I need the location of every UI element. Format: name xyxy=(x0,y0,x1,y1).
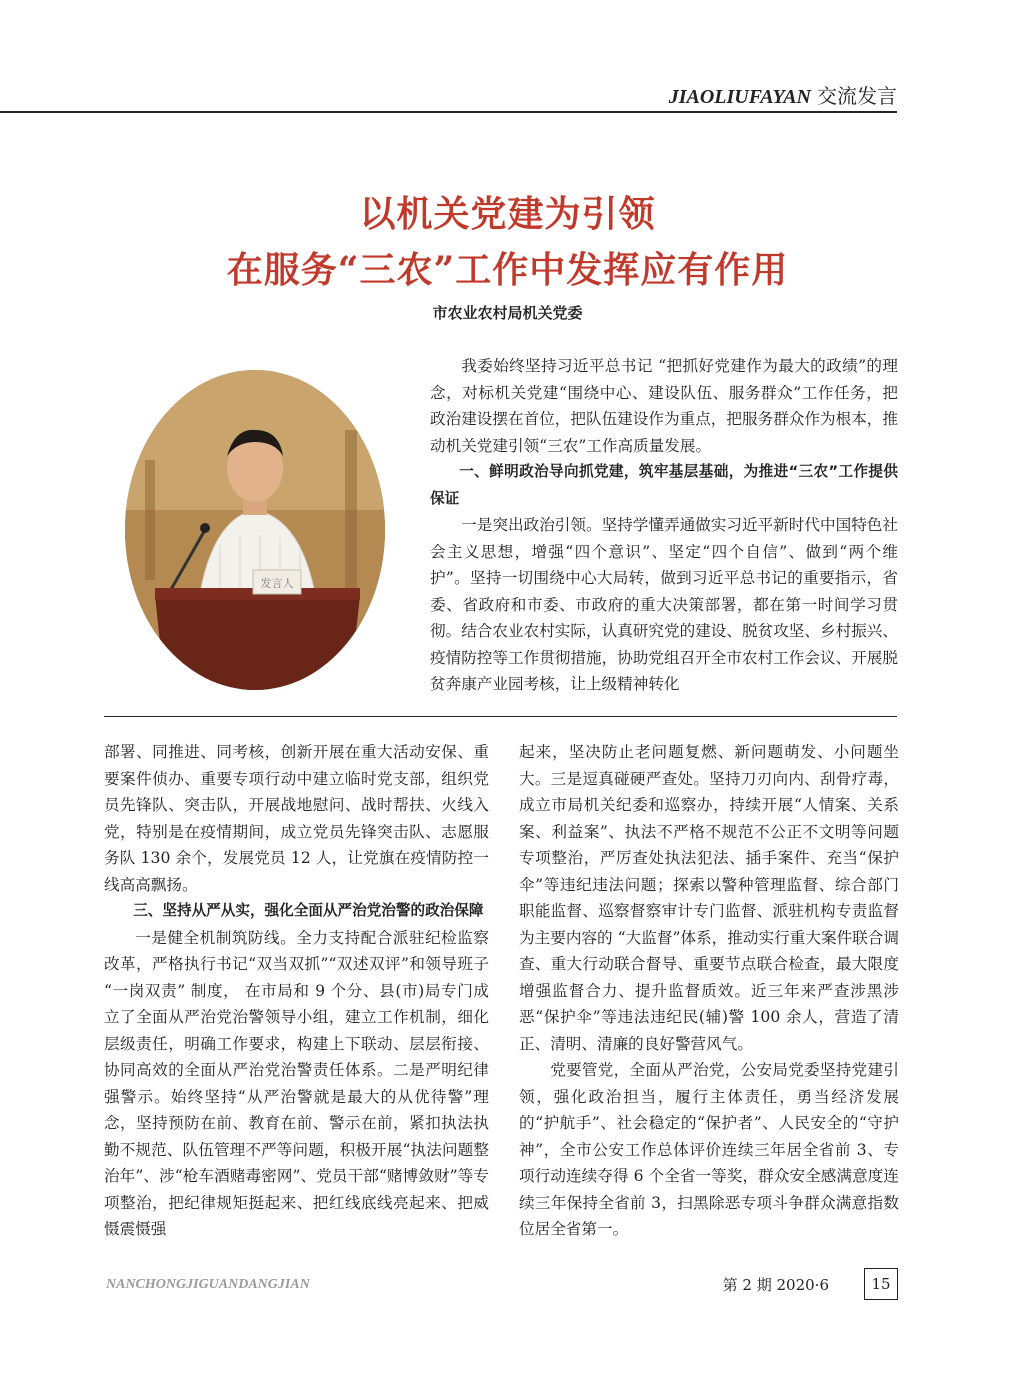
section-heading-1: 一、鲜明政治导向抓党建，筑牢基层基础，为推进“三农”工作提供保证 xyxy=(430,463,898,507)
section-label xyxy=(669,80,897,109)
nameplate-text: 发言人 xyxy=(260,577,294,590)
section-heading-3: 三、坚持从严从实，强化全面从严治党治警的政治保障 xyxy=(133,902,484,919)
journal-name: NANCHONGJIGUANDANGJIAN xyxy=(106,1277,310,1292)
issue-info: 第 2 期 2020·6 xyxy=(722,1276,829,1294)
article-byline: 市农业农村局机关党委 xyxy=(432,304,583,322)
right-column xyxy=(519,739,899,1243)
section-label-chinese: 交流发言 xyxy=(817,86,897,108)
speaker-illustration xyxy=(125,370,385,690)
intro-column xyxy=(430,353,898,698)
page-number: 15 xyxy=(864,1268,898,1300)
article-title-line1: 以机关党建为引领 xyxy=(359,193,656,235)
paragraph: 党要管党，全面从严治党，公安局党委坚持党建引领，强化政治担当，履行主体责任，勇当经济发展的“护航手”、社会稳定的“保护者”、人民安全的“守护神”，全市公安工作总体评价连续三年居全省前 3、专项行动连续夺得 6 个全省一等奖，群众安全感满意度连续三年保持全省前 3，扫黑除恶专项斗争群众满意指数位居全省第一。 xyxy=(519,1061,899,1238)
header-rule xyxy=(0,111,897,113)
section-label-latin: JIAOLIUFAYAN xyxy=(668,86,811,108)
speaker-photo xyxy=(125,370,385,690)
left-column xyxy=(104,739,489,1243)
paragraph-continued: 起来，坚决防止老问题复燃、新问题萌发、小问题坐大。三是逗真碰硬严查处。坚持刀刃向内、刮骨疗毒，成立市局机关纪委和巡察办，持续开展“人情案、关系案、利益案”、执法不严格不规范不公正不文明等问题专项整治，严厉查处执法犯法、插手案件、充当“保护伞”等违纪违法问题；探索以警种管理监督、综合部门职能监督、巡察督察审计专门监督、派驻机构专责监督为主要内容的 “大监督”体系，推动实行重大案件联合调查、重大行动联合督导、重要节点联合检查，最大限度增强监督合力、提升监督质效。近三年来严查涉黑涉恶“保护伞”等违法违纪民(辅)警 100 余人，营造了清正、清明、清廉的良好警营风气。 xyxy=(519,743,899,1053)
paragraph: 我委始终坚持习近平总书记 “把抓好党建作为最大的政绩”的理念，对标机关党建“围绕中心、建设队伍、服务群众”工作任务，把政治建设摆在首位，把队伍建设作为重点，把服务群众作为根本，推动机关党建引领“三农”工作高质量发展。 xyxy=(430,357,898,455)
section-divider xyxy=(104,716,897,717)
article-title-line2: 在服务“三农”工作中发挥应有作用 xyxy=(226,249,789,291)
paragraph: 一是健全机制筑防线。全力支持配合派驻纪检监察改革，严格执行书记“双当双抓”“双述双评”和领导班子 “一岗双责” 制度， 在市局和 9 个分、县(市)局专门成立了全面从严治党治警领导小组，建立工作机制，细化层级责任，明确工作要求，构建上下联动、层层衔接、协同高效的全面从严治党治警责任体系。二是严明纪律强警示。始终坚持“从严治警就是最大的从优待警”理念，坚持预防在前、教育在前、警示在前，紧扣执法执勤不规范、队伍管理不严等问题，积极开展“执法问题整治年”、涉“枪车酒赌毒密网”、党员干部“赌博敛财”等专项整治，把纪律规矩挺起来、把红线底线亮起来、把威慑震慑强 xyxy=(104,928,489,1238)
paragraph-continued: 部署、同推进、同考核，创新开展在重大活动安保、重要案件侦办、重要专项行动中建立临时党支部，组织党员先锋队、突击队，开展战地慰问、战时帮扶、火线入党，特别是在疫情期间，成立党员先锋突击队、志愿服务队 130 余个，发展党员 12 人，让党旗在疫情防控一线高高飘扬。 xyxy=(104,743,489,894)
paragraph: 一是突出政治引领。坚持学懂弄通做实习近平新时代中国特色社会主义思想，增强“四个意识”、坚定“四个自信”、做到“两个维护”。坚持一切围绕中心大局转，做到习近平总书记的重要指示，省委、省政府和市委、市政府的重大决策部署，都在第一时间学习贯彻。结合农业农村实际，认真研究党的建设、脱贫攻坚、乡村振兴、疫情防控等工作贯彻措施，协助党组召开全市农村工作会议、开展脱贫奔康产业园考核，让上级精神转化 xyxy=(430,516,898,693)
